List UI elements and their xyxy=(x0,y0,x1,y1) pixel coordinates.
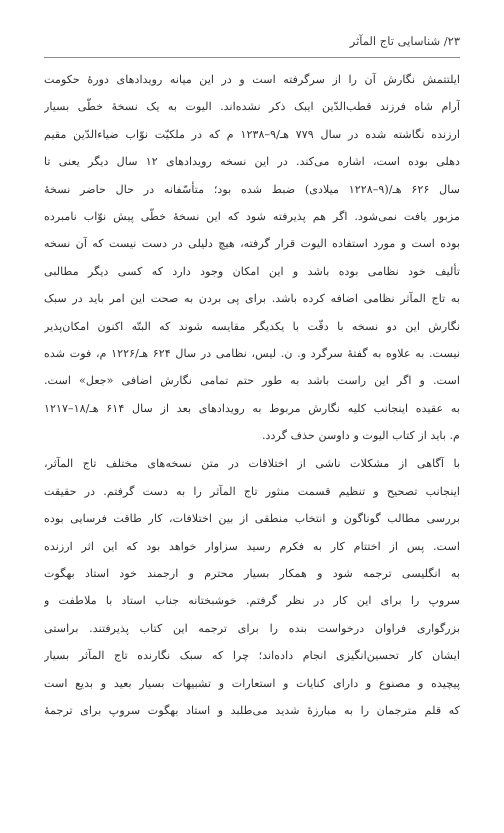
text-line: اینجانب تصحیح و تنظیم قسمت منثور تاج المآثر را به دست گرفتم. در حقیقت xyxy=(44,484,460,498)
text-line: بوده است و مورد استفاده الیوت قرار گرفته، هیچ دلیلی در دست نیست که آن نسخه xyxy=(44,237,460,251)
text-line: است. پس از اختتام کار به فکرم رسید سزاوار خواهد بود که این اثر ارزنده xyxy=(44,539,460,553)
text-line: سروپ را برای این کار در نظر گرفتم. خوشبختانه جناب استاد با ملاطفت و xyxy=(44,594,460,608)
text-line: ارزنده نگاشته شده در سال ۷۷۹ هـ/۹–۱۲۳۸ م که در ملکیّت نوّاب ضیاءالدّین مقیم xyxy=(44,127,460,141)
text-line: آرام شاه فرزند قطب‌الدّین ایبک ذکر نشده‌اند. الیوت به یک نسخهٔ خطّی بسیار xyxy=(44,100,460,114)
header-rule xyxy=(44,57,460,58)
text-line: تألیف خود نظامی بوده باشد و این امکان وجود دارد که کسی دیگر مطالبی xyxy=(44,264,460,278)
text-line: مزبور یافت نمی‌شود. اگر هم پذیرفته شود که این نسخهٔ خطّی پیش نوّاب نامبرده xyxy=(44,209,460,223)
text-line: نگارش این دو نسخه با دقّت با یکدیگر مقایسه شوند که البتّه اکنون امکان‌پذیر xyxy=(44,319,460,333)
paragraph-1 xyxy=(44,66,460,449)
text-line: به تاج المآثر نظامی اضافه کرده باشد. برای پی بردن به صحت این امر باید در سبک xyxy=(44,292,460,306)
text-line: نیست. به علاوه به گفتهٔ سرگرد و. ن. لیس، نظامی در سال ۶۲۴ هـ/۱۲۲۶ م، فوت شده xyxy=(44,346,460,360)
text-line: پیچیده و مصنوع و دارای کنایات و استعارات و تشبیهات بسیار بعید و بدیع است xyxy=(44,676,460,690)
paragraph-2 xyxy=(44,450,460,724)
text-line: سال ۶۲۶ هـ/(۹–۱۲۲۸ میلادی) ضبط شده بود؛ متأسّفانه در حال حاضر نسخهٔ xyxy=(44,182,460,196)
text-line: به انگلیسی ترجمه شود و همکار بسیار محترم و ارجمند خود استاد بهگوت xyxy=(44,567,460,581)
text-line-last: م. باید از کتاب الیوت و داوسن حذف گردد. xyxy=(262,429,460,443)
text-line: بررسی مطالب گوناگون و انتخاب منطقی از بین اختلافات، کار طاقت فرسایی بوده xyxy=(44,512,460,526)
text-line: دهلی بوده است، اشاره می‌کند. در این نسخه رویدادهای ۱۲ سال دیگر یعنی تا xyxy=(44,155,460,169)
text-line: که قلم مترجمان را به مبارزهٔ شدید می‌طلبد و استاد بهگوت سروپ برای ترجمهٔ xyxy=(44,703,460,717)
running-header: ۲۳/ شناسایی تاج المآثر xyxy=(349,34,460,48)
text-line: ایشان کار تحسین‌انگیزی انجام داده‌اند؛ چرا که سبک نگارنده تاج المآثر بسیار xyxy=(44,649,460,663)
body-text xyxy=(44,66,460,724)
text-line: بزرگواری فراوان درخواست بنده را برای ترجمه این کتاب پذیرفتند. براستی xyxy=(44,621,460,635)
text-line: به عقیده اینجانب کلیه نگارش مربوط به رویدادهای بعد از سال ۶۱۴ هـ/۱۸–۱۲۱۷ xyxy=(44,401,460,415)
text-line: با آگاهی از مشکلات ناشی از اختلافات در متن نسخه‌های مختلف تاج المآثر، xyxy=(44,457,460,471)
text-line: است. و اگر این راست باشد به طور حتم تمامی نگارش اضافی «جعل» است. xyxy=(44,374,460,388)
text-line: ایلتتمش نگارش آن را از سرگرفته است و در این میانه رویدادهای دورهٔ حکومت xyxy=(44,73,460,86)
